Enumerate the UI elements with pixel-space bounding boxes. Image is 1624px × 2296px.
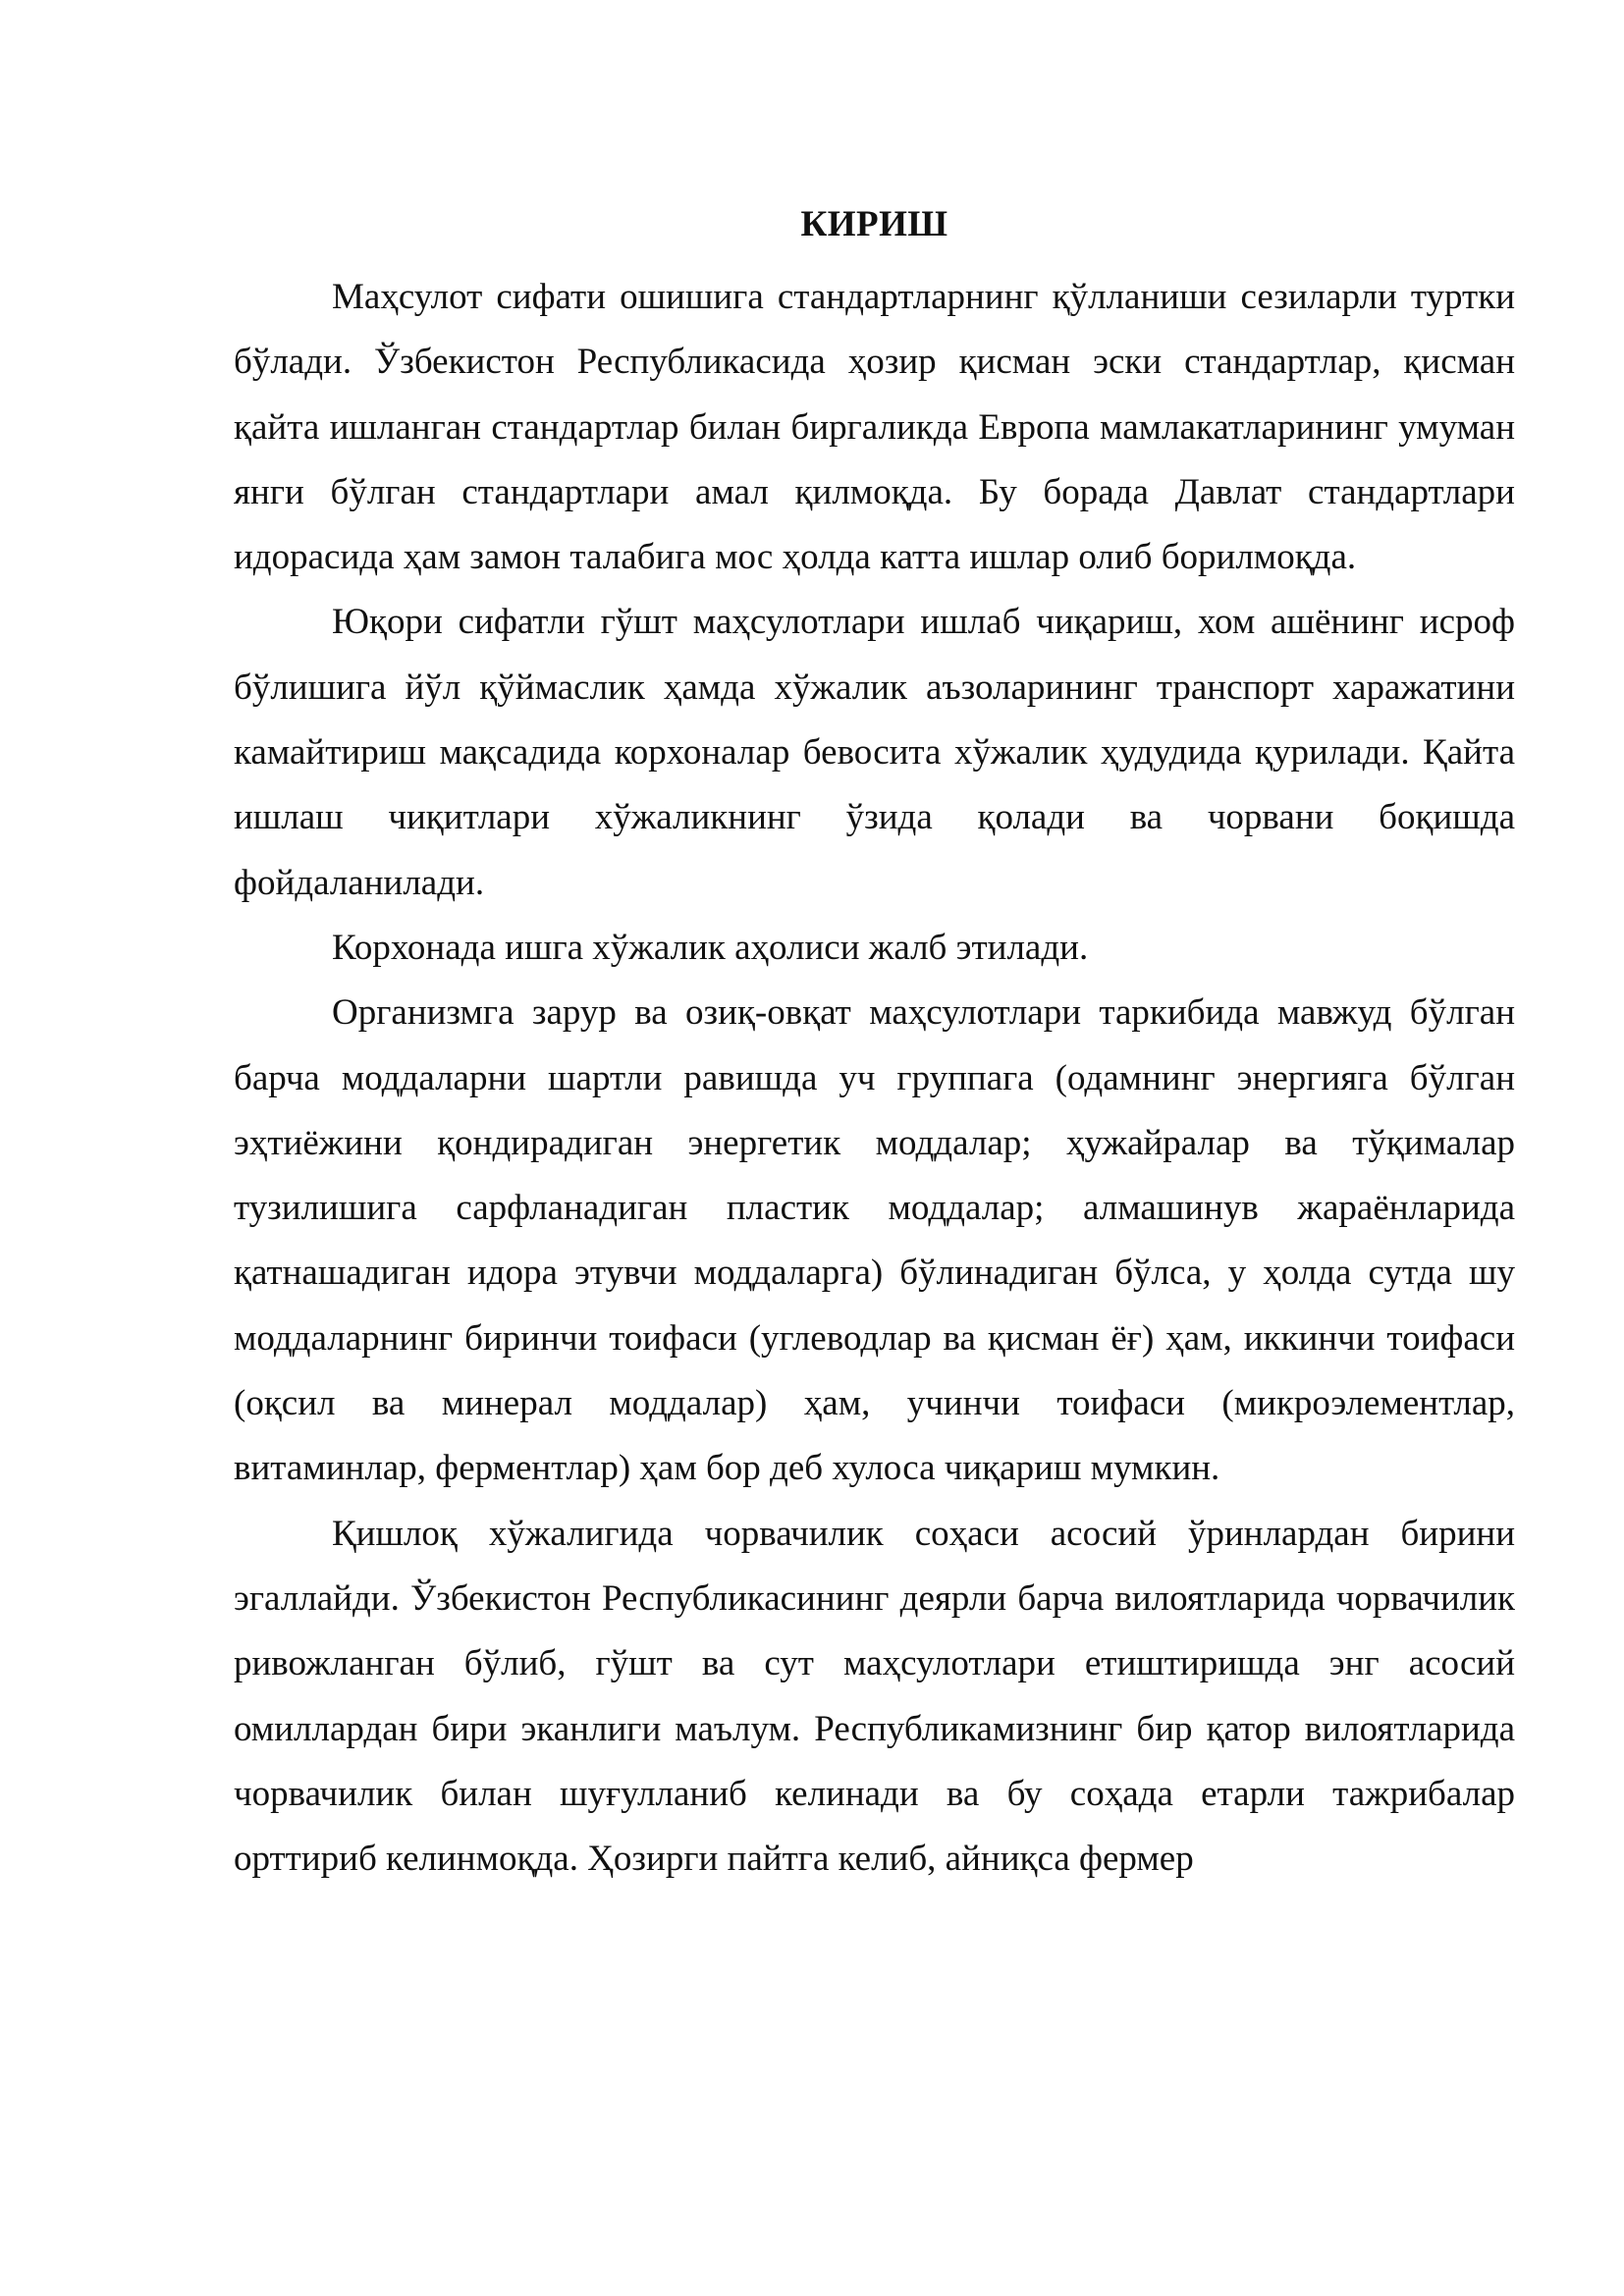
page-title: КИРИШ: [800, 204, 948, 244]
paragraph-4: Организмга зарур ва озиқ-овқат маҳсулотлари таркибида мавжуд бўлган барча моддаларни шартли равишда уч группага (одамнинг энергияга бўлган эҳтиёжини қондирадиган энергетик моддалар; ҳужайралар ва тўқималар тузилишига сарфланадиган пластик моддалар; алмашинув жараёнларида қатнашадиган идора этувчи моддаларга) бўлинадиган бўлса, у ҳолда сутда шу моддаларнинг биринчи тоифаси (углеводлар ва қисман ёғ) ҳам, иккинчи тоифаси (оқсил ва минерал моддалар) ҳам, учинчи тоифаси (микроэлементлар, витаминлар, ферментлар) ҳам бор деб хулоса чиқариш мумкин.: [234, 992, 1515, 1489]
paragraph-3: Корхонада ишга хўжалик аҳолиси жалб этилади.: [332, 927, 1089, 968]
paragraph-1: Маҳсулот сифати ошишига стандартларнинг қўлланиши сезиларли туртки бўлади. Ўзбекистон Республикасида ҳозир қисман эски стандартлар, қисман қайта ишланган стандартлар билан биргаликда Европа мамлакатларининг умуман янги бўлган стандартлари амал қилмоқда. Бу борада Давлат стандартлари идорасида ҳам замон талабига мос ҳолда катта ишлар олиб борилмоқда.: [234, 277, 1515, 578]
page-content: [234, 192, 1515, 1892]
paragraph-2: Юқори сифатли гўшт маҳсулотлари ишлаб чиқариш, хом ашёнинг исроф бўлишига йўл қўймаслик ҳамда хўжалик аъзоларининг транспорт харажатини камайтириш мақсадида корхоналар бевосита хўжалик ҳудудида қурилади. Қайта ишлаш чиқитлари хўжаликнинг ўзида қолади ва чорвани боқишда фойдаланилади.: [234, 602, 1515, 903]
paragraph-5: Қишлоқ хўжалигида чорвачилик соҳаси асосий ўринлардан бирини эгаллайди. Ўзбекистон Республикасининг деярли барча вилоятларида чорвачилик ривожланган бўлиб, гўшт ва сут маҳсулотлари етиштиришда энг асосий омиллардан бири эканлиги маълум. Республикамизнинг бир қатор вилоятларида чорвачилик билан шуғулланиб келинади ва бу соҳада етарли тажрибалар орттириб келинмоқда. Ҳозирги пайтга келиб, айниқса фермер: [234, 1513, 1515, 1880]
